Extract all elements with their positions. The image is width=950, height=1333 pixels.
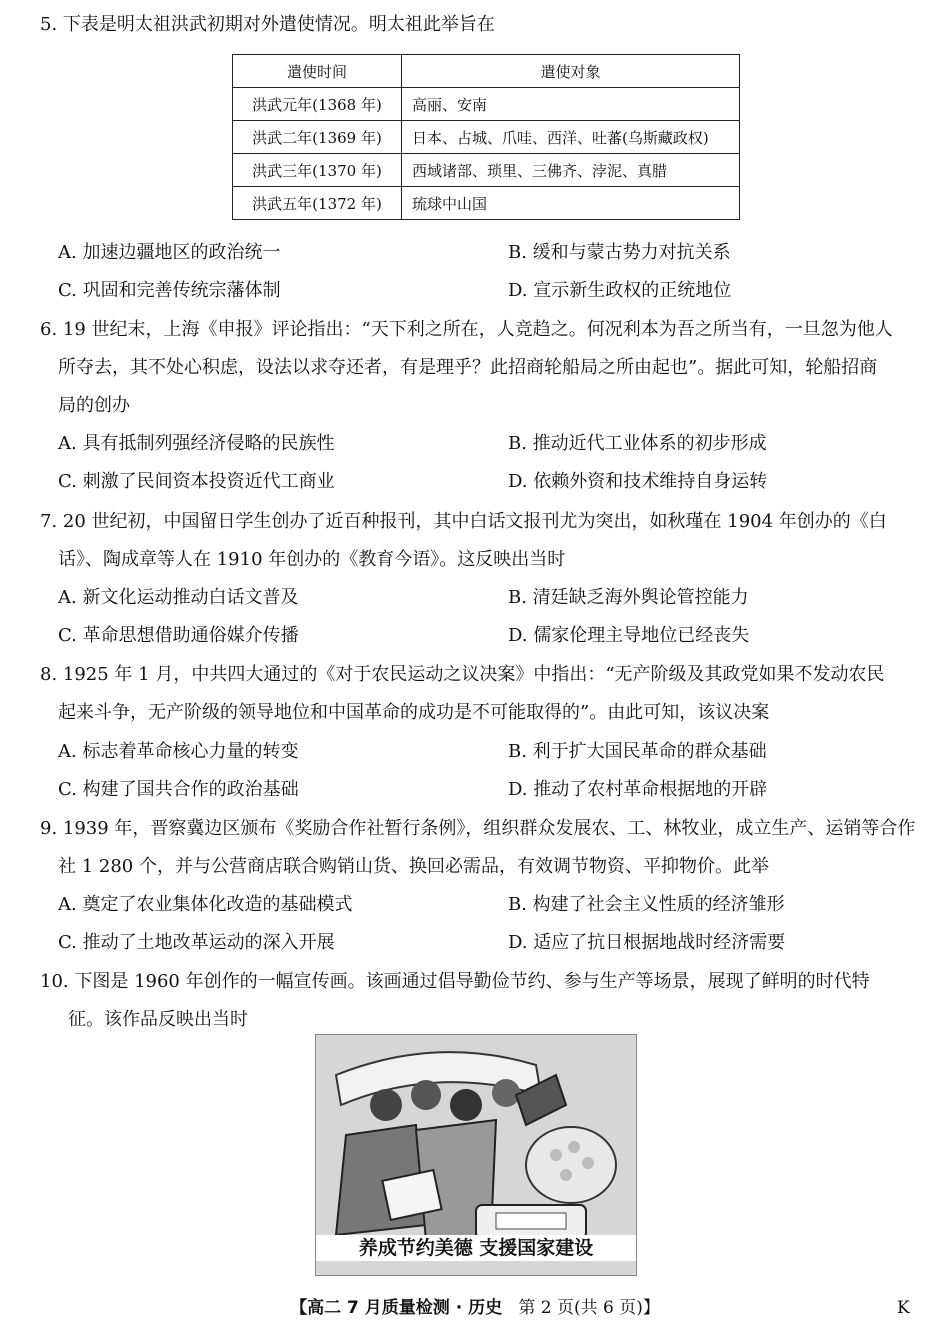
option-c[interactable]: C. 构建了国共合作的政治基础 — [58, 779, 299, 800]
option-b[interactable]: B. 利于扩大国民革命的群众基础 — [508, 741, 767, 762]
table-cell: 琉球中山国 — [402, 187, 740, 220]
table-cell: 高丽、安南 — [402, 88, 740, 121]
question-8-line: 8. 1925 年 1 月，中共四大通过的《对于农民运动之议决案》中指出：“无产阶级及其政党如果不发动农民 — [40, 664, 885, 685]
table-cell: 洪武三年(1370 年) — [233, 154, 402, 187]
table-header-time: 遣使时间 — [233, 55, 402, 88]
page-footer — [0, 1294, 950, 1322]
table-header-target: 遣使对象 — [402, 55, 740, 88]
footer-code: K — [897, 1298, 910, 1318]
option-b[interactable]: B. 构建了社会主义性质的经济雏形 — [508, 894, 785, 915]
question-10-line: 10. 下图是 1960 年创作的一幅宣传画。该画通过倡导勤俭节约、参与生产等场景，展现了鲜明的时代特 — [40, 971, 870, 992]
option-d[interactable]: D. 依赖外资和技术维持自身运转 — [508, 471, 768, 492]
question-10-line: 征。该作品反映出当时 — [68, 1009, 248, 1030]
table-cell: 日本、占城、爪哇、西洋、吐蕃(乌斯藏政权) — [402, 121, 740, 154]
question-5 — [40, 6, 920, 44]
poster-caption: 养成节约美德 支援国家建设 — [316, 1235, 636, 1261]
table-row — [233, 121, 740, 154]
table-row — [233, 154, 740, 187]
option-c[interactable]: C. 革命思想借助通俗媒介传播 — [58, 625, 299, 646]
question-6-line: 6. 19 世纪末，上海《申报》评论指出：“天下利之所在，人竞趋之。何况利本为吾之所当有，一旦忽为他人 — [40, 319, 893, 340]
option-b[interactable]: B. 推动近代工业体系的初步形成 — [508, 433, 767, 454]
option-d[interactable]: D. 宣示新生政权的正统地位 — [508, 280, 732, 301]
question-10 — [40, 963, 920, 1039]
option-a[interactable]: A. 新文化运动推动白话文普及 — [58, 587, 299, 608]
propaganda-poster-image — [315, 1034, 637, 1276]
option-d[interactable]: D. 儒家伦理主导地位已经丧失 — [508, 625, 750, 646]
table-cell: 洪武二年(1369 年) — [233, 121, 402, 154]
option-a[interactable]: A. 具有抵制列强经济侵略的民族性 — [58, 433, 335, 454]
question-9-line: 社 1 280 个，并与公营商店联合购销山货、换回必需品，有效调节物资、平抑物价。此举 — [58, 856, 769, 877]
option-d[interactable]: D. 适应了抗日根据地战时经济需要 — [508, 932, 786, 953]
question-6 — [40, 311, 920, 425]
option-c[interactable]: C. 刺激了民间资本投资近代工商业 — [58, 471, 335, 492]
option-a[interactable]: A. 标志着革命核心力量的转变 — [58, 741, 299, 762]
question-6-line: 所夺去，其不处心积虑，设法以求夺还者，有是理乎？此招商轮船局之所由起也”。据此可知，轮船招商 — [58, 357, 878, 378]
question-9-line: 9. 1939 年，晋察冀边区颁布《奖励合作社暂行条例》，组织群众发展农、工、林牧业，成立生产、运销等合作 — [40, 818, 916, 839]
question-8-line: 起来斗争，无产阶级的领导地位和中国革命的成功是不可能取得的”。由此可知，该议决案 — [58, 702, 770, 723]
option-a[interactable]: A. 奠定了农业集体化改造的基础模式 — [58, 894, 353, 915]
question-5-stem: 5. 下表是明太祖洪武初期对外遣使情况。明太祖此举旨在 — [40, 14, 495, 35]
envoy-table — [232, 54, 740, 220]
question-6-line: 局的创办 — [58, 395, 130, 416]
option-b[interactable]: B. 缓和与蒙古势力对抗关系 — [508, 242, 731, 263]
table-header-row — [233, 55, 740, 88]
question-9 — [40, 810, 920, 886]
footer-title: 【高二 7 月质量检测 · 历史 — [290, 1298, 503, 1318]
footer-page-number: 第 2 页(共 6 页)】 — [518, 1298, 660, 1318]
table-cell: 西域诸部、琐里、三佛齐、浡泥、真腊 — [402, 154, 740, 187]
option-b[interactable]: B. 清廷缺乏海外舆论管控能力 — [508, 587, 749, 608]
question-7-line: 7. 20 世纪初，中国留日学生创办了近百种报刊，其中白话文报刊尤为突出，如秋瑾在 1904 年创办的《白 — [40, 511, 887, 532]
option-a[interactable]: A. 加速边疆地区的政治统一 — [58, 242, 281, 263]
table-cell: 洪武元年(1368 年) — [233, 88, 402, 121]
option-d[interactable]: D. 推动了农村革命根据地的开辟 — [508, 779, 768, 800]
table-cell: 洪武五年(1372 年) — [233, 187, 402, 220]
table-row — [233, 88, 740, 121]
question-7 — [40, 503, 920, 579]
option-c[interactable]: C. 推动了土地改革运动的深入开展 — [58, 932, 335, 953]
option-c[interactable]: C. 巩固和完善传统宗藩体制 — [58, 280, 281, 301]
table-row — [233, 187, 740, 220]
question-7-line: 话》、陶成章等人在 1910 年创办的《教育今语》。这反映出当时 — [58, 549, 566, 570]
question-8 — [40, 656, 920, 732]
